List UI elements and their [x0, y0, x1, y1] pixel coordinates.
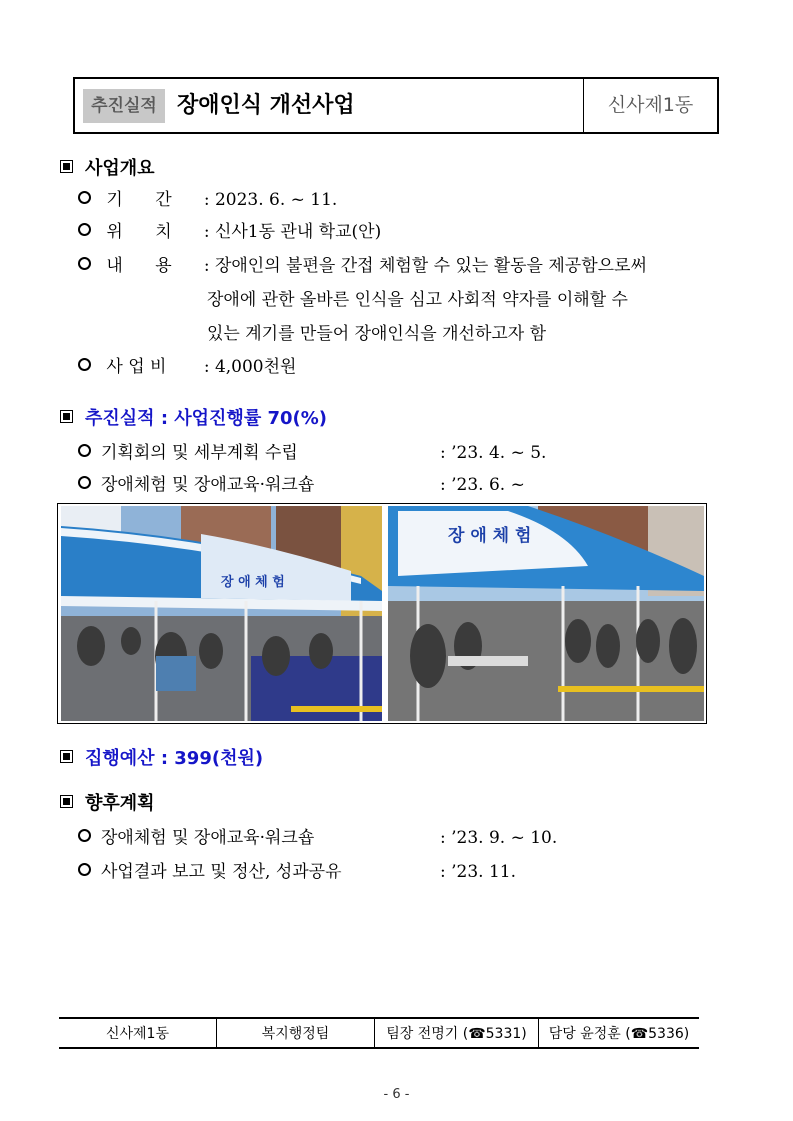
plan-item-report: 사업결과 보고 및 정산, 성과공유 [78, 860, 342, 884]
event-photo-left-image [61, 506, 382, 721]
circle-bullet-icon [78, 476, 91, 489]
circle-bullet-icon [78, 829, 91, 842]
banner-text-left: 장 애 체 험 [221, 575, 285, 590]
circle-bullet-icon [78, 863, 91, 876]
footer-team: 복지행정팀 [217, 1018, 375, 1048]
section-overview-heading: 사업개요 [60, 157, 155, 181]
category-label: 추진실적 [83, 89, 165, 123]
plan-item-workshop: 장애체험 및 장애교육·워크숍 [78, 826, 314, 850]
plan-item-workshop-date: : ’23. 9. ~ 10. [440, 828, 558, 848]
footer-dept: 신사제1동 [59, 1018, 217, 1048]
plan-item-report-date: : ’23. 11. [440, 862, 517, 882]
overview-content-line2: 장애에 관한 올바른 인식을 심고 사회적 약자를 이해할 수 [207, 290, 628, 310]
event-photo-right [388, 506, 704, 721]
overview-content: 내 용 : 장애인의 불편을 간접 체험할 수 있는 활동을 제공함으로써 [78, 254, 647, 278]
square-bullet-icon [60, 795, 73, 808]
footer-leader: 팀장 전명기 (☎5331) [375, 1018, 539, 1048]
department-name: 신사제1동 [607, 94, 694, 116]
circle-bullet-icon [78, 257, 91, 270]
footer-staff: 담당 윤정훈 (☎5336) [539, 1018, 700, 1048]
circle-bullet-icon [78, 444, 91, 457]
photo-frame [57, 503, 707, 724]
progress-item-workshop: 장애체험 및 장애교육·워크숍 [78, 473, 314, 497]
overview-content-line3: 있는 계기를 만들어 장애인식을 개선하고자 함 [207, 324, 547, 344]
section-budget-heading: 집행예산 : 399(천원) [60, 747, 263, 771]
progress-item-planning: 기획회의 및 세부계획 수립 [78, 441, 298, 465]
page-number: - 6 - [383, 1087, 410, 1102]
page-title: 장애인식 개선사업 [177, 93, 355, 118]
overview-period: 기 간 : 2023. 6. ~ 11. [78, 188, 337, 212]
event-photo-right-image [388, 506, 704, 721]
section-progress-heading: 추진실적 : 사업진행률 70(%) [60, 407, 327, 431]
circle-bullet-icon [78, 191, 91, 204]
circle-bullet-icon [78, 223, 91, 236]
contact-row [59, 1018, 699, 1048]
section-plan-heading: 향후계획 [60, 792, 155, 816]
overview-location: 위 치 : 신사1동 관내 학교(안) [78, 220, 381, 244]
square-bullet-icon [60, 750, 73, 763]
overview-budget: 사 업 비 : 4,000천원 [78, 355, 296, 379]
progress-item-workshop-date: : ’23. 6. ~ [440, 475, 525, 495]
title-box [73, 77, 719, 134]
banner-text-right: 장 애 체 험 [448, 526, 532, 546]
contact-table [59, 1017, 699, 1049]
circle-bullet-icon [78, 358, 91, 371]
progress-item-planning-date: : ’23. 4. ~ 5. [440, 443, 547, 463]
square-bullet-icon [60, 160, 73, 173]
event-photo-left [61, 506, 382, 721]
square-bullet-icon [60, 410, 73, 423]
